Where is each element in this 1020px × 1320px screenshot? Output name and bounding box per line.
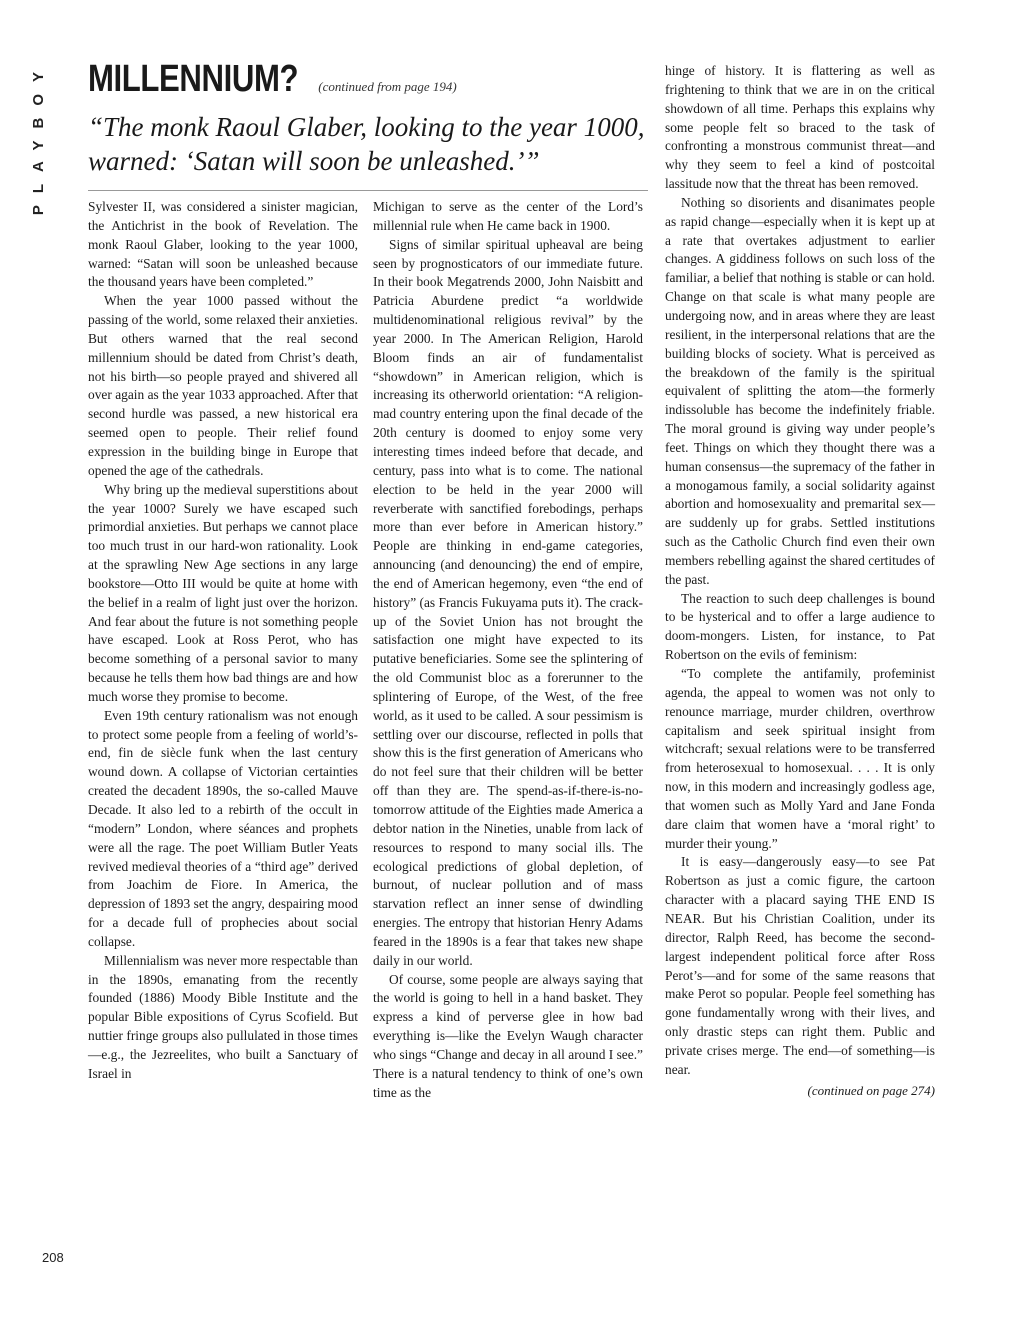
article-title: MILLENNIUM? <box>88 58 299 100</box>
page-number: 208 <box>42 1250 64 1265</box>
article-header <box>88 58 457 101</box>
paragraph: Even 19th century rationalism was not enough to protect some people from a feeling of world’s-end, fin de siècle funk when the last century wound down. A collapse of Victorian certainties created the decadent 1890s, the so-called Mauve Decade. It also led to a rebirth of the occult in “modern” London, where séances and prophets were all the rage. The poet William Butler Yeats revived medieval theories of a “third age” derived from Joachim de Fiore. In America, the depression of 1893 set the angry, despairing mood for a decade full of prophecies about social collapse. <box>88 707 358 949</box>
paragraph: When the year 1000 passed without the passing of the world, some relaxed their anxieties. But others warned that the real second millennium should be dated from Christ’s death, not his birth—so people prayed and shivered all over again as the year 1033 approached. After that second hurdle was passed, a new historical era seemed open to people. Their relief found expression in the building binge in Europe that opened the age of the cathedrals. <box>88 293 358 478</box>
paragraph: Michigan to serve as the center of the Lord’s millennial rule when He came back in 1900. <box>373 199 643 233</box>
paragraph: The reaction to such deep challenges is bound to be hysterical and to offer a large audience to doom-mongers. Listen, for instance, to Pat Robertson on the evils of feminism: <box>665 590 935 663</box>
paragraph: Nothing so disorients and disanimates people as rapid change—especially when it is kept up at a rate that overtakes adjustment to earlier changes. A giddiness follows on such loss of the familiar, a belief that nothing is stable or can hold. Change on that scale is what many people are undergoing now, and in areas where they are least resilient, in the interpersonal relations that are the building blocks of society. What is perceived as the breakdown of the family is the spiritual equivalent of splitting the atom—the formerly indissoluble has become the indefinitely friable. The moral ground is giving way under people’s feet. Things on which they thought there was a human consensus—the supremacy of the father in a monogamous family, a social solidarity against abortion and homosexuality and premarital sex—are suddenly up for grabs. Settled institutions such as the Catholic Church find even their own members rebelling against the shared certitudes of the past. <box>665 194 935 587</box>
paragraph: hinge of history. It is flattering as well as frightening to think that we are in on the critical showdown of all time. Perhaps this explains why some people felt so braced to the task of confronting a monstrous communist threat—and why they seem to feel a kind of postcoital lassitude now that the threat has been removed. <box>665 63 935 192</box>
continued-from-note: (continued from page 194) <box>318 79 457 94</box>
divider <box>88 190 648 191</box>
text-column-1 <box>88 198 358 1084</box>
paragraph: It is easy—dangerously easy—to see Pat Robertson as just a comic figure, the cartoon character with a placard saying THE END IS NEAR. But his Christian Coalition, under its director, Ralph Reed, has become the second-largest independent political force after Ross Perot’s—and for some of the same reasons that make Perot so popular. People feel something has gone fundamentally wrong with their lives, and only drastic steps can right them. Public and private crises merge. The end—of something—is near. <box>665 854 935 1077</box>
paragraph: Signs of similar spiritual upheaval are being seen by prognosticators of our immediate future. In their book Megatrends 2000, John Naisbitt and Patricia Aburdene predict “a worldwide multidenominational religious revival” by the year 2000. In The American Religion, Harold Bloom finds an air of fundamentalist “showdown” in American religion, which is increasing its otherworld orientation: “A religion-mad country entering upon the final decade of the 20th century is doomed to enjoy some very interesting times indeed before that decade, and century, pass into what is to come. The national election to be held in the year 2000 will reverberate with sanctified forebodings, perhaps more than ever before in American history.” People are thinking in end-game categories, announcing (and denouncing) the end of empire, the end of American hegemony, even “the end of history” (as Francis Fukuyama puts it). The crack-up of the Soviet Union has not brought the satisfaction one might have expected to its putative beneficiaries. Some see the splintering of the old Communist bloc as a forerunner to the splintering of Europe, of the West, of the free world, as it used to be called. A sour pessimism is settling over our discourse, reflected in polls that show this is the first generation of Americans who do not feel sure that their children will be better off than they are. The spend-as-if-there-is-no-tomorrow attitude of the Eighties made America a debtor nation in the Nineties, unable from lack of resources to respond to many social ills. The ecological predictions of global depletion, of burnout, of nuclear pollution and of mass starvation reflect an inner sense of dwindling energies. The entropy that historian Henry Adams feared in the 1890s is a fear that takes new shape daily in our world. <box>373 236 643 968</box>
text-column-3 <box>665 62 935 1100</box>
pull-quote: “The monk Raoul Glaber, looking to the year 1000, warned: ‘Satan will soon be unleashed.’” <box>88 112 645 176</box>
text-column-2 <box>373 198 643 1103</box>
paragraph: Of course, some people are always saying that the world is going to hell in a hand basket. They express a kind of perverse glee in how bad everything is—like the Evelyn Waugh character who sings “Change and decay in all around I see.” There is a natural tendency to think of one’s own time as the <box>373 971 643 1100</box>
magazine-name: PLAYBOY <box>30 60 47 216</box>
paragraph: Why bring up the medieval superstitions about the year 1000? Surely we have escaped such primordial anxieties. But perhaps we cannot place too much trust in our hard-won rationality. Look at the sprawling New Age sections in any large bookstore—Otto III would be quite at home with the belief in a realm of light just over the horizon. And fear about the future is not something people have escaped. Look at Ross Perot, who has become something of a personal savior to many because he tells them how bad things are and how much worse they promise to become. <box>88 481 358 704</box>
continued-on-note: (continued on page 274) <box>807 1082 935 1098</box>
paragraph: Millennialism was never more respectable than in the 1890s, emanating from the recently founded (1886) Moody Bible Institute and the popular Bible expositions of Cyrus Scofield. But nuttier fringe groups also pullulated in those times—e.g., the Jezreelites, who built a Sanctuary of Israel in <box>88 952 358 1081</box>
paragraph: “To complete the antifamily, profeminist agenda, the appeal to women was not only to renounce marriage, murder children, overthrow capitalism and seek spiritual insight from witchcraft; sexual relations were to be transferred from heterosexual to homosexual. . . . It is only now, in this modern and increasingly godless age, that women such as Molly Yard and Jane Fonda dare claim that women have a ‘moral right’ to murder their young.” <box>665 666 935 851</box>
paragraph: Sylvester II, was considered a sinister magician, the Antichrist in the book of Revelation. The monk Raoul Glaber, looking to the year 1000, warned: “Satan will soon be unleashed because the thousand years have been completed.” <box>88 199 358 290</box>
